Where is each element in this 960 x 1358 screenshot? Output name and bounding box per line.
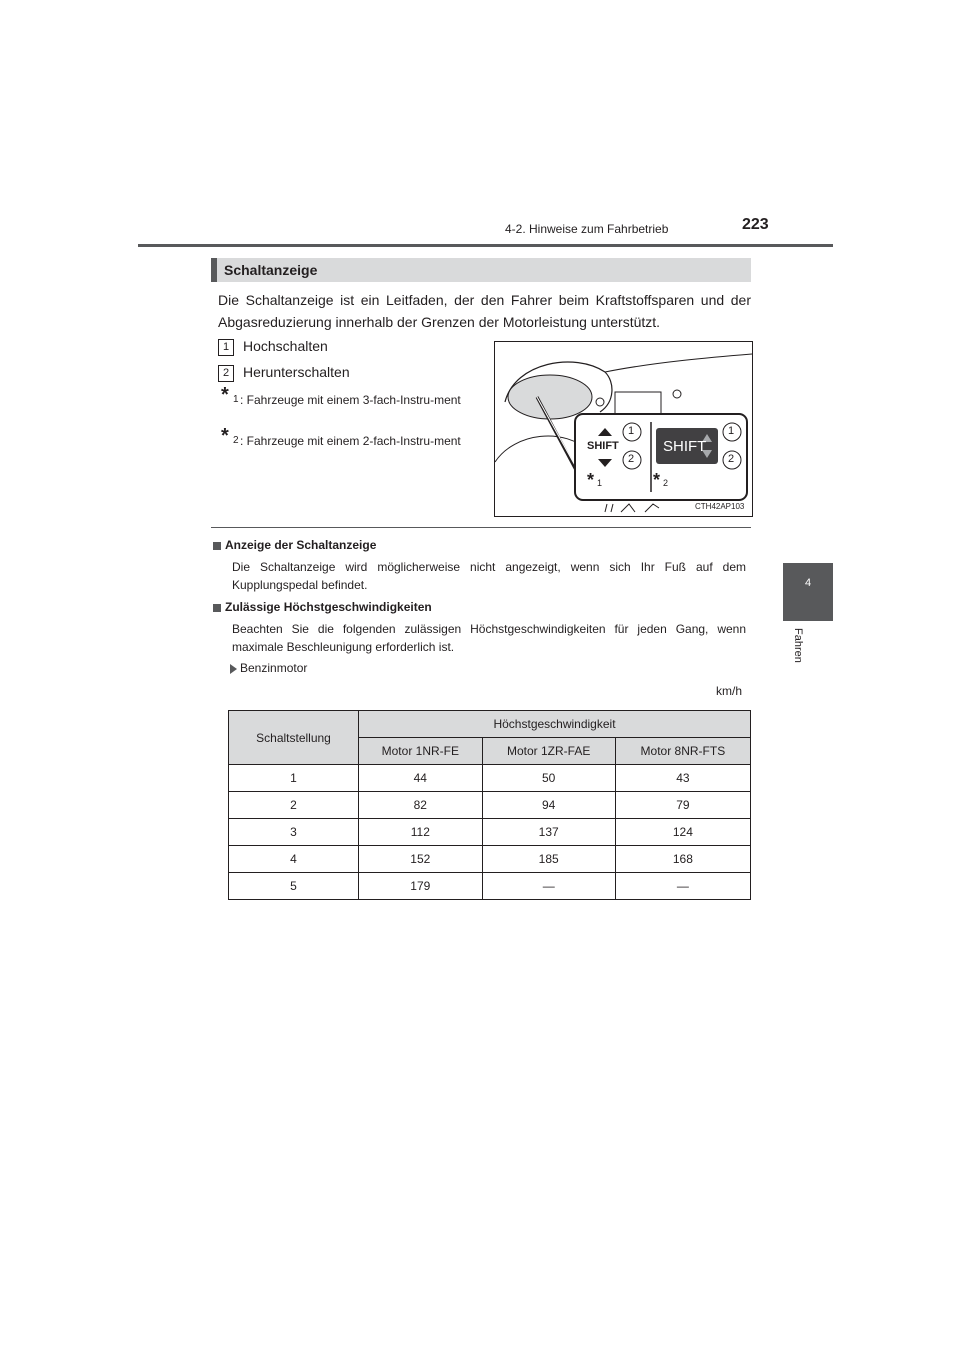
instrument-cluster	[508, 375, 592, 419]
marker-1-right: 1	[728, 425, 735, 437]
col-group-header: Höchstgeschwindigkeit	[359, 711, 751, 738]
table-cell: 50	[482, 765, 615, 792]
page-number: 223	[742, 216, 769, 233]
table-cell: 124	[615, 819, 750, 846]
table-cell: 94	[482, 792, 615, 819]
engine-type: Benzinmotor	[240, 661, 308, 675]
variant-1-star: *	[587, 470, 595, 490]
marker-2-left: 2	[628, 453, 635, 465]
subsection-2-text: Beachten Sie die folgenden zulässigen Höchstgeschwindigkeiten für jeden Gang, wenn maximale Beschleunigung erforderlich ist.	[232, 622, 746, 654]
marker-2-right: 2	[728, 453, 735, 465]
table-cell: 3	[229, 819, 359, 846]
chapter-tab	[783, 563, 833, 621]
marker-1-left: 1	[628, 425, 635, 437]
chapter-number: 4	[804, 577, 812, 589]
triangle-bullet-icon	[230, 664, 237, 674]
pedal-sketch	[605, 504, 659, 512]
table-cell: 44	[359, 765, 483, 792]
table-row	[229, 846, 751, 873]
subsection-2-title: Zulässige Höchstgeschwindigkeiten	[225, 600, 432, 614]
note-2-star: *	[221, 425, 229, 447]
note-1-text: : Fahrzeuge mit einem 3-fach-Instru-ment	[240, 393, 461, 407]
variant-2-star: *	[653, 470, 661, 490]
shift-indicator-figure	[494, 341, 753, 517]
note-2-text: : Fahrzeuge mit einem 2-fach-Instru-ment	[240, 434, 461, 448]
table-cell: 185	[482, 846, 615, 873]
subsection-1-text: Die Schaltanzeige wird möglicherweise nicht angezeigt, wenn sich Ihr Fuß auf dem Kupplungspedal befindet.	[232, 560, 746, 592]
table-cell: 112	[359, 819, 483, 846]
dashboard-illustration	[495, 342, 752, 516]
table-cell: 168	[615, 846, 750, 873]
table-cell: 1	[229, 765, 359, 792]
variant-1-sub: 1	[597, 478, 603, 488]
section-title: Schaltanzeige	[224, 262, 318, 278]
engine-header: Motor 1NR-FE	[359, 738, 483, 765]
dash-top-line	[605, 354, 752, 372]
table-row	[229, 792, 751, 819]
col-gear-header: Schaltstellung	[229, 711, 359, 765]
note-1-star: *	[221, 384, 229, 406]
variant-2-sub: 2	[663, 478, 669, 488]
header-section-title: 4-2. Hinweise zum Fahrbetrieb	[505, 222, 669, 236]
header-divider	[138, 244, 833, 247]
table-cell: 2	[229, 792, 359, 819]
table-cell: 43	[615, 765, 750, 792]
table-row	[229, 765, 751, 792]
item-upshift: Hochschalten	[243, 338, 328, 354]
vent-right	[673, 390, 681, 398]
table-cell: 79	[615, 792, 750, 819]
bullet-square-icon	[213, 542, 221, 550]
note-1-sub: 1	[233, 394, 239, 405]
unit-label: km/h	[716, 684, 743, 698]
chapter-label: Fahren	[792, 628, 804, 663]
table-cell: 152	[359, 846, 483, 873]
table-cell: 82	[359, 792, 483, 819]
section-divider	[211, 527, 751, 528]
table-row	[229, 873, 751, 900]
item-number-1: 1	[218, 339, 234, 356]
vent-left	[596, 398, 604, 406]
engine-header: Motor 8NR-FTS	[615, 738, 750, 765]
table-cell: —	[482, 873, 615, 900]
table-row	[229, 819, 751, 846]
section-heading-marker	[211, 258, 217, 282]
table-cell: 179	[359, 873, 483, 900]
bullet-square-icon	[213, 604, 221, 612]
table-cell: 5	[229, 873, 359, 900]
shift-label-left: SHIFT	[587, 440, 619, 452]
shift-label-right: SHIFT	[663, 438, 707, 455]
figure-code: CTH42AP103	[695, 502, 745, 511]
item-number-2: 2	[218, 365, 234, 382]
table-cell: —	[615, 873, 750, 900]
table-cell: 137	[482, 819, 615, 846]
item-downshift: Herunterschalten	[243, 364, 350, 380]
table-cell: 4	[229, 846, 359, 873]
section-intro: Die Schaltanzeige ist ein Leitfaden, der den Fahrer beim Kraftstoffsparen und der Abgasreduzierung innerhalb der Grenzen der Motorleistung unterstützt.	[218, 292, 751, 330]
max-speed-table	[228, 710, 751, 900]
engine-header: Motor 1ZR-FAE	[482, 738, 615, 765]
subsection-1-title: Anzeige der Schaltanzeige	[225, 538, 377, 552]
note-2-sub: 2	[233, 435, 239, 446]
